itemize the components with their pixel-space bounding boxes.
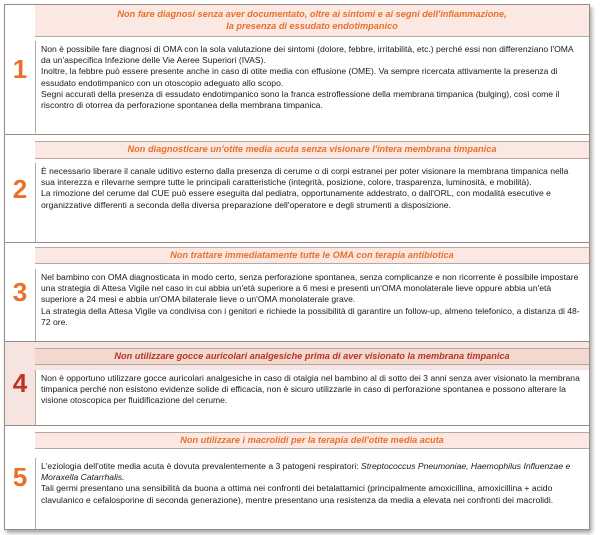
recommendation-row-5 [5, 426, 589, 529]
paragraph: Segni accurati della presenza di essudato endotimpanico sono la franca estroflessione della membrana timpanica (bulging), così come il riscontro di otorrea da perforazione spontanea della membrana timpanica. [41, 88, 560, 111]
title-line: la presenza di essudato endotimpanico [226, 20, 398, 31]
row-number: 2 [12, 173, 28, 204]
row-number: 1 [12, 53, 28, 84]
title-line: Non utilizzare gocce auricolari analgesiche prima di aver visionato la membrana timpanica [114, 350, 510, 361]
row-number: 4 [12, 368, 28, 398]
title-line: Non trattare immediatamente tutte le OMA con terapia antibiotica [170, 249, 454, 260]
paragraph: È necessario liberare il canale uditivo esterno dalla presenza di cerume o di corpi estranei per poter visionare la membrana timpanica nella sua interezza e rilevarne sempre tutte le principali caratteristiche (integrità, posizione, colore, trasparenza, luminosità, e mobilità). [41, 166, 569, 188]
recommendation-title [35, 432, 589, 449]
recommendation-title [35, 5, 589, 37]
paragraph: Nel bambino con OMA diagnosticata in modo certo, senza perforazione spontanea, senza complicanze e non ricorrente è possibile impostare una strategia di Attesa Vigile nel caso in cui abbia un'età superiore a 6 mesi e presenti un'OMA monolaterale lieve oppure abbia un'età superiore a 24 mesi e abbia un'OMA bilaterale lieve o un'OMA monolaterale grave. [41, 272, 579, 305]
recommendation-text [35, 269, 589, 341]
paragraph: Non è possibile fare diagnosi di OMA con la sola valutazione dei sintomi (dolore, febbre, irritabilità, etc.) perché essi non differenziano l'OMA da un'aspecifica Infezione delle Vie Aeree Superiori (IVAS). [41, 44, 574, 66]
recommendation-title [35, 348, 589, 365]
title-line: Non fare diagnosi senza aver documentato, oltre ai sintomi e ai segni dell'infiammazione, [117, 9, 507, 19]
recommendation-title [35, 141, 589, 159]
pathogen-names: Streptococcus Pneumoniae, Haemophilus Influenzae e Moraxella Catarrhalis. [41, 461, 571, 483]
recommendation-text [35, 41, 589, 133]
paragraph-intro: L'eziologia dell'otite media acuta è dovuta prevalentemente a 3 patogeni respiratori: [41, 461, 362, 471]
recommendation-row-3 [5, 243, 589, 341]
row-number: 3 [12, 276, 28, 307]
paragraph [41, 461, 583, 483]
paragraph: La strategia della Attesa Vigile va condivisa con i genitori e richiede la possibilità di garantire un follow-up, almeno telefonico, a distanza di 48-72 ore. [41, 305, 580, 327]
recommendation-row-4 [5, 342, 589, 425]
recommendation-text [35, 163, 589, 243]
recommendation-text [35, 370, 589, 425]
paragraph: Tali germi presentano una sensibilità da buona a ottima nei confronti dei betalattamici (principalmente amoxicillina, amoxicillina + acido clavulanico e cefalosporine di seconda generazione), mentre presentano una resistenza da media a elevata nei confronti dei macrolidi. [41, 483, 554, 505]
recommendation-row-2 [5, 135, 589, 243]
title-line: Non diagnosticare un'otite media acuta senza visionare l'intera membrana timpanica [127, 144, 497, 155]
recommendation-row-1 [5, 5, 589, 133]
recommendation-title [35, 247, 589, 264]
row-number: 5 [12, 462, 28, 492]
paragraph: Non è opportuno utilizzare gocce auricolari analgesiche in caso di otalgia nel bambino al di sotto dei 3 anni senza aver visionato la membrana timpanica perché non esistono evidenze solide di efficacia, non è sicuro utilizzarle in caso di perforazione spontanea e possono alterare la visione otoscopica per fluidificazione del cerume. [41, 373, 580, 406]
paragraph: La rimozione del cerume dal CUE può essere eseguita dal pediatra, opportunamente addestrato, o dall'ORL, con modalità esecutive e organizzative differenti a seconda della diversa preparazione dell'operatore e degli strumenti a disposizione. [41, 188, 551, 210]
paragraph: Inoltre, la febbre può essere presente anche in caso di otite media con effusione (OME). Va sempre ricercata attivamente la presenza di essudato endotimpanico con un otoscopio adeguato allo scopo. [41, 66, 558, 88]
recommendations-table [4, 4, 590, 530]
recommendation-text [35, 458, 589, 529]
title-line: Non utilizzare i macrolidi per la terapia dell'otite media acuta [180, 434, 444, 445]
